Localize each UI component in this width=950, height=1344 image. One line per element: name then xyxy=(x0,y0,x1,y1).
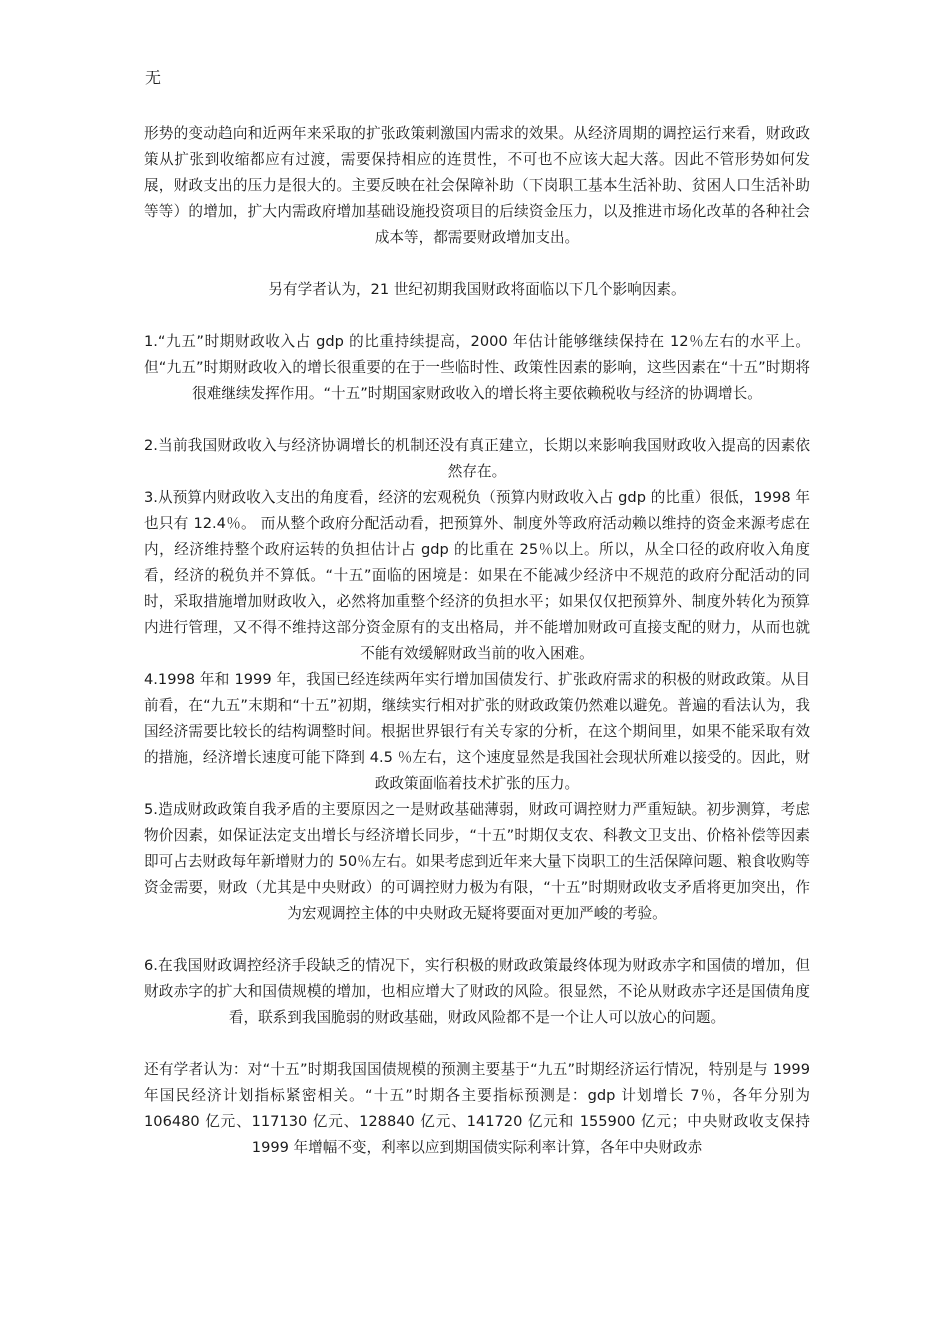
paragraph-factor-2: 2.当前我国财政收入与经济协调增长的机制还没有真正建立，长期以来影响我国财政收入提高的因素依然存在。 xyxy=(144,437,810,480)
paragraph-factor-1: 1.“九五”时期财政收入占 gdp 的比重持续提高，2000 年估计能够继续保持在 12％左右的水平上。但“九五”时期财政收入的增长很重要的在于一些临时性、政策性因素的影响，这些因素在“十五”时期将很难继续发挥作用。“十五”时期国家财政收入的增长将主要依赖税收与经济的协调增长。 xyxy=(144,333,810,402)
paragraph-gap xyxy=(144,927,810,953)
paragraph-gap xyxy=(144,1031,810,1057)
document-body xyxy=(144,121,810,1161)
paragraph-factor-5: 5.造成财政政策自我矛盾的主要原因之一是财政基础薄弱，财政可调控财力严重短缺。初步测算，考虑物价因素，如保证法定支出增长与经济增长同步，“十五”时期仅支农、科教文卫支出、价格补偿等因素即可占去财政每年新增财力的 50％左右。如果考虑到近年来大量下岗职工的生活保障问题、粮食收购等资金需要，财政（尤其是中央财政）的可调控财力极为有限，“十五”时期财政收支矛盾将更加突出，作为宏观调控主体的中央财政无疑将要面对更加严峻的考验。 xyxy=(144,801,810,922)
paragraph-gap xyxy=(144,407,810,433)
paragraph-gap xyxy=(144,251,810,277)
paragraph-gap xyxy=(144,303,810,329)
paragraph-factor-4: 4.1998 年和 1999 年，我国已经连续两年实行增加国债发行、扩张政府需求的积极的财政政策。从目前看，在“九五”末期和“十五”初期，继续实行相对扩张的财政政策仍然难以避免。普遍的看法认为，我国经济需要比较长的结构调整时间。根据世界银行有关专家的分析，在这个期间里，如果不能采取有效的措施，经济增长速度可能下降到 4.5 ％左右，这个速度显然是我国社会现状所难以接受的。因此，财政政策面临着技术扩张的压力。 xyxy=(144,671,810,792)
paragraph-factor-6: 6.在我国财政调控经济手段缺乏的情况下，实行积极的财政政策最终体现为财政赤字和国债的增加，但财政赤字的扩大和国债规模的增加，也相应增大了财政的风险。很显然，不论从财政赤字还是国债角度看，联系到我国脆弱的财政基础，财政风险都不是一个让人可以放心的问题。 xyxy=(144,957,810,1026)
paragraph-debt-forecast: 还有学者认为：对“十五”时期我国国债规模的预测主要基于“九五”时期经济运行情况，特别是与 1999 年国民经济计划指标紧密相关。“十五”时期各主要指标预测是：gdp 计划增长 7％，各年分别为 106480 亿元、117130 亿元、128840 亿元、141720 亿元和 155900 亿元；中央财政收支保持 1999 年增幅不变，利率以应到期国债实际利率计算，各年中央财政赤 xyxy=(144,1061,810,1156)
document-title: 无 xyxy=(145,68,162,87)
paragraph-factors-lead: 另有学者认为，21 世纪初期我国财政将面临以下几个影响因素。 xyxy=(268,281,686,298)
paragraph-factor-3: 3.从预算内财政收入支出的角度看，经济的宏观税负（预算内财政收入占 gdp 的比重）很低，1998 年也只有 12.4％。 而从整个政府分配活动看，把预算外、制度外等政府活动赖以维持的资金来源考虑在内，经济维持整个政府运转的负担估计占 gdp 的比重在 25％以上。所以，从全口径的政府收入角度看，经济的税负并不算低。“十五”面临的困境是：如果在不能减少经济中不规范的政府分配活动的同时，采取措施增加财政收入，必然将加重整个经济的负担水平；如果仅仅把预算外、制度外转化为预算内进行管理，又不得不维持这部分资金原有的支出格局，并不能增加财政可直接支配的财力，从而也就不能有效缓解财政当前的收入困难。 xyxy=(144,489,810,662)
paragraph-intro: 形势的变动趋向和近两年来采取的扩张政策刺激国内需求的效果。从经济周期的调控运行来看，财政政策从扩张到收缩都应有过渡，需要保持相应的连贯性，不可也不应该大起大落。因此不管形势如何发展，财政支出的压力是很大的。主要反映在社会保障补助（下岗职工基本生活补助、贫困人口生活补助等等）的增加，扩大内需政府增加基础设施投资项目的后续资金压力，以及推进市场化改革的各种社会成本等，都需要财政增加支出。 xyxy=(144,125,810,246)
